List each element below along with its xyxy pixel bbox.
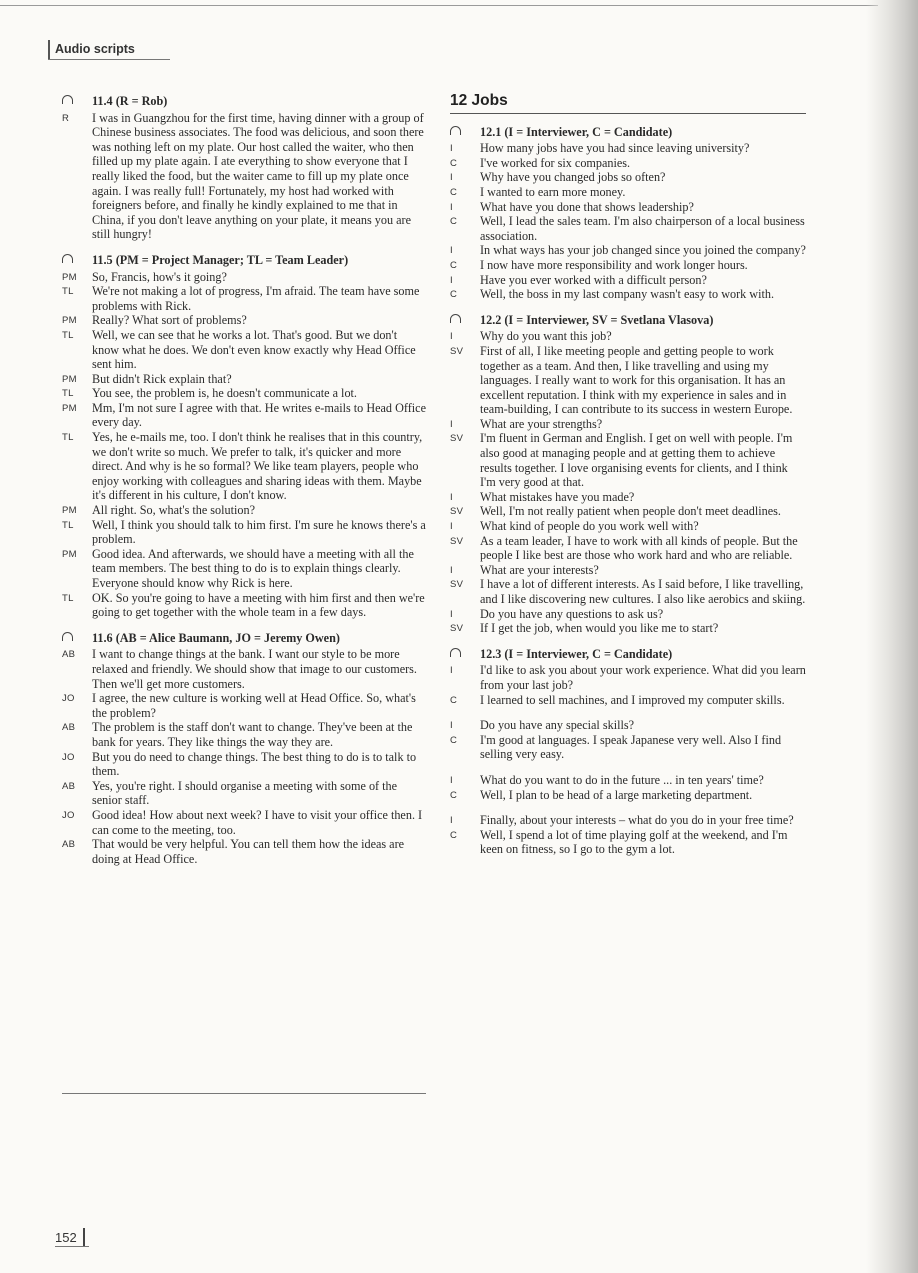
- speaker-code: I: [450, 564, 453, 576]
- speaker-code: JO: [62, 809, 75, 821]
- headphones-icon: [450, 314, 461, 323]
- dialogue-line: [450, 813, 806, 828]
- dialogue-line: [450, 788, 806, 803]
- headphones-icon: [62, 95, 73, 104]
- dialogue-text: So, Francis, how's it going?: [92, 269, 227, 284]
- audio-track: [62, 631, 426, 867]
- dialogue-text: That would be very helpful. You can tell them how the ideas are doing at Head Office.: [92, 837, 405, 866]
- speaker-code: PM: [62, 505, 77, 517]
- dialogue-text: If I get the job, when would you like me to start?: [480, 621, 719, 636]
- audio-track: [450, 125, 806, 302]
- dialogue-line: [62, 837, 426, 866]
- dialogue-line: [450, 718, 806, 733]
- dialogue-text: In what ways has your job changed since you joined the company?: [480, 243, 806, 258]
- track-title: 12.1 (I = Interviewer, C = Candidate): [480, 124, 673, 139]
- speaker-code: I: [450, 720, 453, 732]
- headphones-icon: [62, 632, 73, 641]
- dialogue-text: Yes, you're right. I should organise a meeting with some of the senior staff.: [92, 778, 398, 808]
- dialogue-line: [450, 273, 806, 288]
- speaker-code: PM: [62, 402, 77, 414]
- dialogue-line: [450, 417, 806, 432]
- speaker-code: TL: [62, 519, 74, 531]
- dialogue-text: What are your interests?: [480, 562, 599, 577]
- audio-track: [450, 647, 806, 857]
- dialogue-text: But didn't Rick explain that?: [92, 371, 232, 386]
- header-underline: [48, 59, 170, 60]
- dialogue-text: Good idea. And afterwards, we should have a meeting with all the team members. The best thing to do is to explain things clearly. Everyone should know why Rick is here.: [92, 546, 414, 590]
- right-column: [450, 94, 806, 868]
- dialogue-text: The problem is the staff don't want to change. They've been at the bank for years. They like things the way they are.: [92, 720, 413, 749]
- speaker-code: I: [450, 608, 453, 620]
- dialogue-line: [450, 607, 806, 622]
- speaker-code: PM: [62, 315, 77, 327]
- section-title: 12 Jobs: [450, 94, 806, 114]
- track-title: 12.2 (I = Interviewer, SV = Svetlana Vlasova): [480, 312, 714, 327]
- speaker-code: PM: [62, 548, 77, 560]
- dialogue-text: I was in Guangzhou for the first time, having dinner with a group of Chinese business associates. The food was delicious, and soon there was nothing left on my plate. Our host called the waiter, who then filled up my plate again. I ate everything to show everyone that I really liked the food, but the waiter came to fill up my plate once again. I was really full! Fortunately, my host had worked with foreigners before, and finally he kindly explained to me that in China, if you don't leave anything on your plate, it means you are still hungry!: [92, 110, 424, 242]
- headphones-icon: [450, 648, 461, 657]
- dialogue-text: Mm, I'm not sure I agree with that. He writes e-mails to Head Office every day.: [92, 400, 426, 430]
- track-heading: [62, 253, 426, 268]
- dialogue-line: [62, 591, 426, 620]
- dialogue-line: [450, 504, 806, 519]
- dialogue-text: What mistakes have you made?: [480, 489, 635, 504]
- dialogue-line: [62, 808, 426, 837]
- speaker-code: AB: [62, 722, 76, 734]
- speaker-code: I: [450, 521, 453, 533]
- header-bar: [48, 40, 50, 60]
- dialogue-line: [450, 534, 806, 563]
- speaker-code: TL: [62, 329, 74, 341]
- speaker-code: SV: [450, 535, 464, 547]
- dialogue-line: [450, 621, 806, 636]
- dialogue-line: [62, 372, 426, 387]
- dialogue-text: Well, the boss in my last company wasn't easy to work with.: [480, 287, 775, 302]
- speaker-code: C: [450, 734, 458, 746]
- speaker-code: C: [450, 829, 458, 841]
- dialogue-text: Well, I spend a lot of time playing golf at the weekend, and I'm keen on fitness, so I go to the gym a lot.: [480, 827, 788, 857]
- dialogue-line: [450, 663, 806, 692]
- speaker-code: I: [450, 172, 453, 184]
- dialogue-text: How many jobs have you had since leaving university?: [480, 141, 750, 156]
- dialogue-text: I'd like to ask you about your work experience. What did you learn from your last job?: [480, 663, 806, 692]
- speaker-code: TL: [62, 592, 74, 604]
- top-rule: [0, 5, 878, 6]
- dialogue-text: I've worked for six companies.: [480, 155, 631, 170]
- dialogue-text: I now have more responsibility and work longer hours.: [480, 257, 748, 272]
- page-number-underline: [55, 1246, 89, 1247]
- dialogue-line: [450, 431, 806, 489]
- dialogue-text: We're not making a lot of progress, I'm afraid. The team have some problems with Rick.: [92, 284, 420, 313]
- speaker-code: I: [450, 245, 453, 257]
- dialogue-text: Well, I lead the sales team. I'm also chairperson of a local business association.: [480, 214, 805, 243]
- dialogue-line: [450, 519, 806, 534]
- dialogue-text: What do you want to do in the future ... in ten years' time?: [480, 772, 764, 787]
- dialogue-line: [62, 779, 426, 808]
- speaker-code: AB: [62, 649, 76, 661]
- dialogue-text: Do you have any questions to ask us?: [480, 606, 664, 621]
- audio-track: [450, 313, 806, 636]
- track-heading: [450, 125, 806, 140]
- dialogue-line: [450, 563, 806, 578]
- speaker-code: TL: [62, 432, 74, 444]
- speaker-code: JO: [62, 751, 75, 763]
- dialogue-line: [450, 693, 806, 708]
- dialogue-text: Well, I plan to be head of a large marketing department.: [480, 787, 753, 802]
- speaker-code: SV: [450, 579, 464, 591]
- dialogue-line: [450, 185, 806, 200]
- speaker-code: C: [450, 216, 458, 228]
- dialogue-line: [450, 141, 806, 156]
- dialogue-text: Why do you want this job?: [480, 329, 612, 344]
- track-heading: [450, 313, 806, 328]
- speaker-code: SV: [450, 623, 464, 635]
- dialogue-text: Well, I'm not really patient when people don't meet deadlines.: [480, 504, 781, 519]
- dialogue-line: [450, 214, 806, 243]
- speaker-code: TL: [62, 286, 74, 298]
- dialogue-line: [62, 313, 426, 328]
- dialogue-text: Why have you changed jobs so often?: [480, 170, 666, 185]
- dialogue-line: [450, 156, 806, 171]
- dialogue-line: [62, 750, 426, 779]
- dialogue-line: [450, 577, 806, 606]
- page-number: 152: [55, 1228, 85, 1246]
- dialogue-text: I agree, the new culture is working well at Head Office. So, what's the problem?: [92, 691, 416, 720]
- dialogue-text: I wanted to earn more money.: [480, 184, 626, 199]
- dialogue-text: Well, we can see that he works a lot. That's good. But we don't know what he does. We don't even know exactly why Head Office sent him.: [92, 327, 416, 372]
- dialogue-line: [450, 243, 806, 258]
- track-heading: [450, 647, 806, 662]
- dialogue-line: [62, 270, 426, 285]
- speaker-code: TL: [62, 388, 74, 400]
- speaker-code: I: [450, 274, 453, 286]
- speaker-code: PM: [62, 271, 77, 283]
- dialogue-line: [62, 386, 426, 401]
- dialogue-line: [62, 111, 426, 242]
- dialogue-text: But you do need to change things. The best thing to do is to talk to them.: [92, 749, 417, 779]
- speaker-code: AB: [62, 780, 76, 792]
- dialogue-line: [62, 518, 426, 547]
- speaker-code: C: [450, 789, 458, 801]
- dialogue-text: I want to change things at the bank. I want our style to be more relaxed and friendly. We should show that image to our customers. Then we'll get more customers.: [92, 647, 417, 691]
- audio-track: [62, 94, 426, 242]
- dialogue-line: [450, 170, 806, 185]
- track-title: 11.4 (R = Rob): [92, 94, 168, 108]
- dialogue-text: Do you have any special skills?: [480, 718, 634, 733]
- dialogue-line: [62, 720, 426, 749]
- headphones-icon: [450, 126, 461, 135]
- dialogue-line: [450, 344, 806, 417]
- dialogue-line: [450, 200, 806, 215]
- speaker-code: I: [450, 491, 453, 503]
- dialogue-line: [450, 329, 806, 344]
- speaker-code: I: [450, 143, 453, 155]
- speaker-code: SV: [450, 345, 464, 357]
- speaker-code: PM: [62, 373, 77, 385]
- dialogue-text: You see, the problem is, he doesn't communicate a lot.: [92, 386, 357, 401]
- dialogue-line: [62, 430, 426, 503]
- speaker-code: SV: [450, 506, 464, 518]
- left-column: [62, 94, 426, 877]
- speaker-code: C: [450, 157, 458, 169]
- dialogue-line: [62, 547, 426, 591]
- dialogue-text: What kind of people do you work well with?: [480, 519, 699, 534]
- speaker-code: I: [450, 331, 453, 343]
- track-title: 12.3 (I = Interviewer, C = Candidate): [480, 646, 673, 661]
- header-title: Audio scripts: [55, 42, 135, 56]
- dialogue-text: OK. So you're going to have a meeting with him first and then we're going to get together with the whole team in a few days.: [92, 590, 425, 620]
- dialogue-text: Well, I think you should talk to him first. I'm sure he knows there's a problem.: [92, 517, 426, 547]
- dialogue-text: I'm fluent in German and English. I get on well with people. I'm also good at managing people and at getting them to achieve results together. I love organising events for clients, and I think I'm very good at that.: [480, 431, 793, 490]
- track-title: 11.5 (PM = Project Manager; TL = Team Leader): [92, 252, 349, 267]
- dialogue-text: I learned to sell machines, and I improved my computer skills.: [480, 692, 785, 707]
- dialogue-text: What are your strengths?: [480, 416, 603, 431]
- dialogue-line: [62, 284, 426, 313]
- dialogue-text: Finally, about your interests – what do you do in your free time?: [480, 813, 794, 828]
- dialogue-text: Really? What sort of problems?: [92, 313, 247, 328]
- dialogue-line: [62, 503, 426, 518]
- speaker-code: C: [450, 186, 458, 198]
- speaker-code: SV: [450, 433, 464, 445]
- dialogue-line: [450, 490, 806, 505]
- speaker-code: I: [450, 418, 453, 430]
- dialogue-line: [62, 328, 426, 372]
- dialogue-line: [62, 691, 426, 720]
- dialogue-text: Have you ever worked with a difficult person?: [480, 272, 707, 287]
- right-tracks: [450, 125, 806, 857]
- dialogue-line: [62, 401, 426, 430]
- speaker-code: AB: [62, 839, 76, 851]
- dialogue-line: [450, 828, 806, 857]
- speaker-code: R: [62, 112, 70, 124]
- track-heading: [62, 631, 426, 646]
- dialogue-text: All right. So, what's the solution?: [92, 503, 255, 518]
- dialogue-line: [450, 733, 806, 762]
- track-title: 11.6 (AB = Alice Baumann, JO = Jeremy Owen): [92, 630, 340, 645]
- dialogue-text: As a team leader, I have to work with all kinds of people. But the people I like best are those who work hard and who are reliable.: [480, 533, 798, 563]
- speaker-code: I: [450, 201, 453, 213]
- dialogue-line: [450, 258, 806, 273]
- bottom-rule: [62, 1093, 426, 1094]
- headphones-icon: [62, 254, 73, 263]
- dialogue-text: I'm good at languages. I speak Japanese very well. Also I find selling very easy.: [480, 732, 782, 762]
- dialogue-line: [450, 287, 806, 302]
- speaker-code: I: [450, 815, 453, 827]
- audio-track: [62, 253, 426, 620]
- speaker-code: C: [450, 289, 458, 301]
- speaker-code: C: [450, 259, 458, 271]
- speaker-code: C: [450, 694, 458, 706]
- dialogue-text: Good idea! How about next week? I have to visit your office then. I can come to the meeting, too.: [92, 807, 423, 837]
- speaker-code: I: [450, 665, 453, 677]
- dialogue-line: [450, 773, 806, 788]
- book-spine-shadow: [866, 0, 918, 1273]
- track-heading: [62, 94, 426, 109]
- speaker-code: JO: [62, 693, 75, 705]
- speaker-code: I: [450, 774, 453, 786]
- dialogue-text: First of all, I like meeting people and getting people to work together as a team. And then, I like travelling and using my languages. I really want to work for this organisation. It has an excellent reputation. I think with my experience in sales and in team-building, I can contribute to its success in western Europe.: [480, 343, 793, 417]
- dialogue-line: [62, 647, 426, 691]
- dialogue-text: Yes, he e-mails me, too. I don't think he realises that in this country, we don't write so much. We prefer to talk, it's quicker and more direct. And why is he so formal? We like team players, people who enjoy working with colleagues and sharing ideas with them. Maybe it's different in his culture, I don't know.: [92, 430, 423, 503]
- dialogue-text: I have a lot of different interests. As I said before, I like travelling, and I like discovering new cultures. I also like aerobics and skiing.: [480, 577, 806, 606]
- dialogue-text: What have you done that shows leadership?: [480, 199, 694, 214]
